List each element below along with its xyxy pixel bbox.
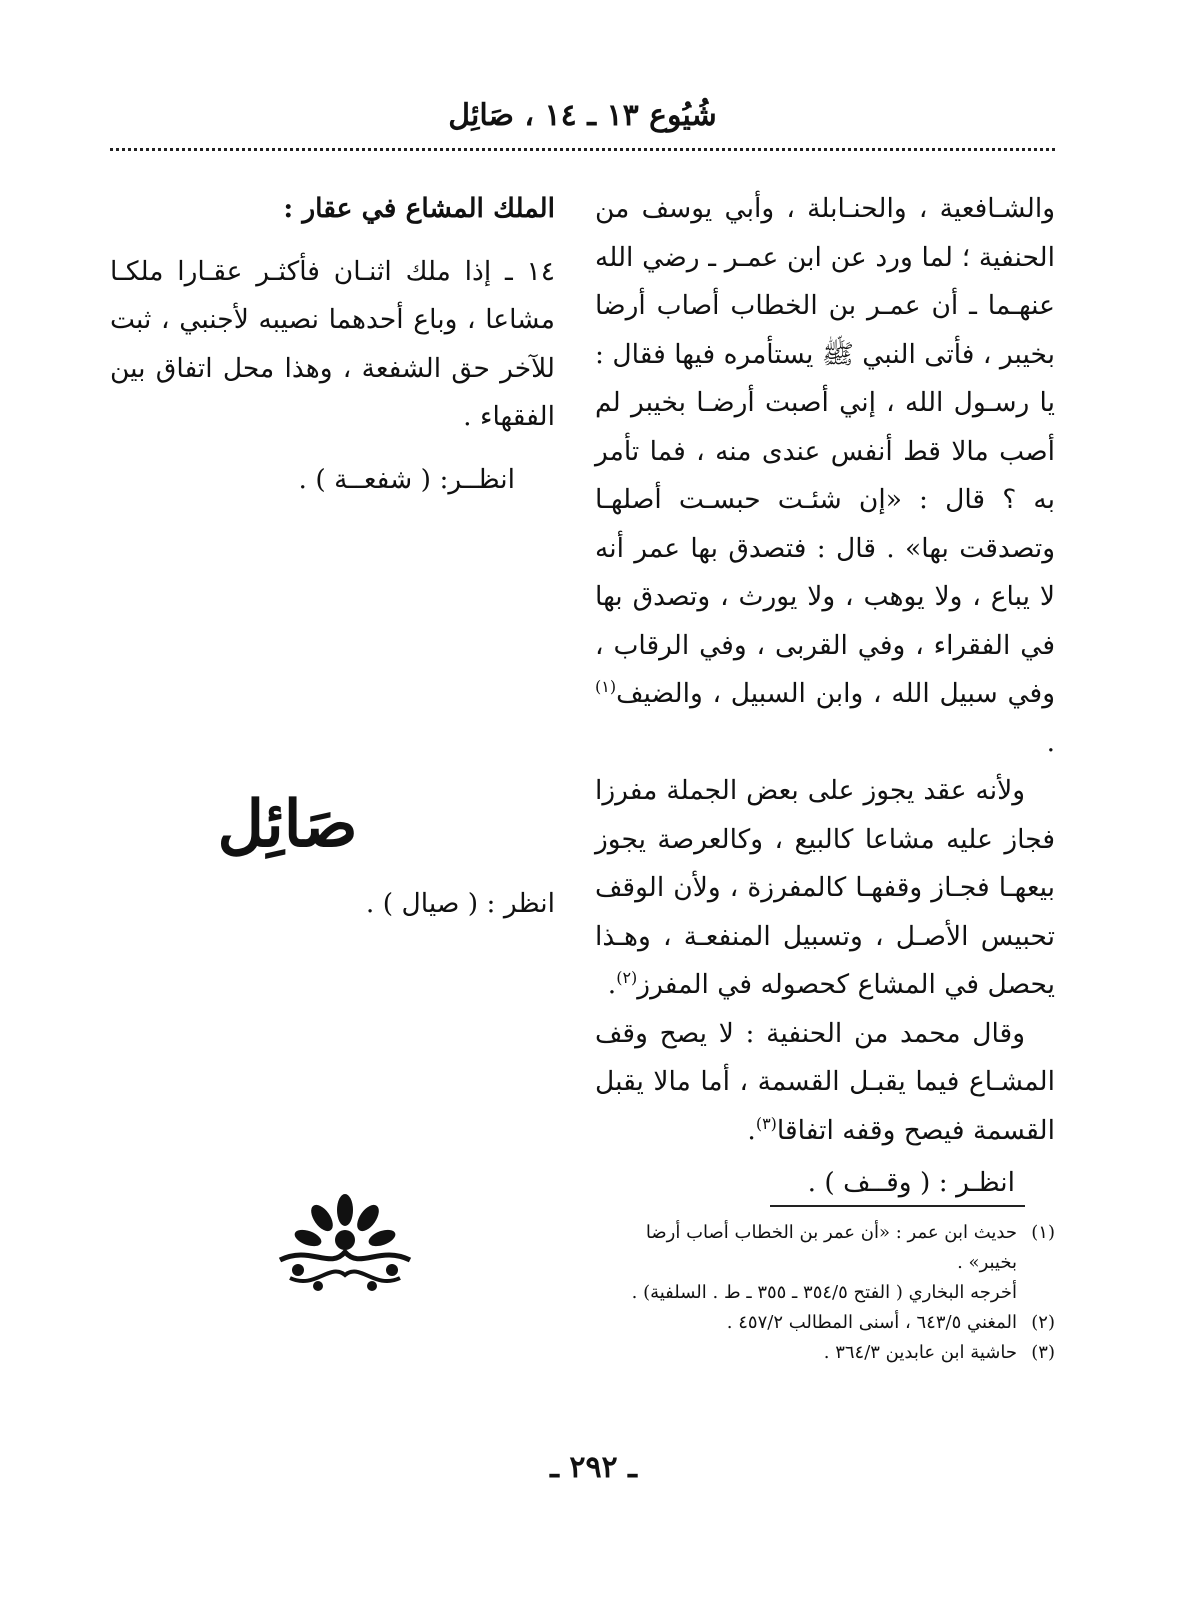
paragraph-hadith-end: . (1046, 726, 1055, 758)
paragraph-muhammad-text: وقال محمد من الحنفية : لا يصح وقف المشـاع فيما يقبـل القسمة ، أما مالا يقبل القسمة فيصح وقفه اتفاقا (595, 1017, 1055, 1146)
footnote-number: (١) (1031, 1222, 1055, 1243)
section-heading: الملك المشاع في عقار : (283, 193, 555, 224)
paragraph-hadith (595, 185, 1055, 767)
see-also-waqf: انظـر : ( وقــف ) . (807, 1167, 1015, 1198)
see-also-shufaa: انظــر: ( شفعــة ) . (298, 463, 515, 495)
paragraph-reasoning-text: ولأنه عقد يجوز على بعض الجملة مفرزا فجاز عليه مشاعا كالبيع ، وكالعرصة يجوز بيعهـا فجـاز وقفهـا كالمفرزة ، ولأن الوقف تحبيس الأصـل ، وتسبيل المنفعـة ، وهـذا يحصل في المشاع كحصوله في المفرز (595, 775, 1055, 1000)
footnote-text: المغني ٦٤٣/٥ ، أسنى المطالب ٤٥٧/٢ . (726, 1312, 1017, 1333)
footnote-number: (٣) (1031, 1342, 1055, 1363)
footnote-2 (595, 1308, 1055, 1338)
footnote-1-continued (595, 1278, 1055, 1308)
entry-title: صَائِل (217, 787, 358, 862)
paragraph-muhammad-end: . (747, 1114, 756, 1146)
footnote-text: حديث ابن عمر : «أن عمر بن الخطاب أصاب أرضا بخيبر» . (645, 1222, 1017, 1273)
footnote-ref-2[interactable]: (٢) (616, 968, 638, 988)
page-number: ـ ٢٩٢ ـ (550, 1450, 637, 1485)
right-column (595, 185, 1055, 1208)
footnote-number: (٢) (1031, 1312, 1055, 1333)
paragraph-shared-ownership: ١٤ ـ إذا ملك اثنـان فأكثـر عقـارا ملكـا مشاعا ، وباع أحدهما نصيبه لأجنبي ، ثبت للآخر حق الشفعة ، وهذا محل اتفاق بين الفقهاء . (110, 255, 555, 432)
paragraph-muhammad (595, 1010, 1055, 1156)
see-also-siyal: انظر : ( صيال ) . (365, 888, 555, 919)
running-title: شُيُوع ١٣ ـ ١٤ ، صَائِل (448, 98, 717, 133)
footnote-text: حاشية ابن عابدين ٣٦٤/٣ . (823, 1342, 1017, 1363)
footnote-rule (770, 1205, 1025, 1207)
header-dotted-rule (110, 148, 1055, 151)
paragraph-reasoning-end: . (607, 969, 617, 1000)
footnote-ref-3[interactable]: (٣) (755, 1113, 777, 1133)
floral-ornament-icon (270, 1190, 420, 1300)
footnote-ref-1[interactable]: (١) (595, 677, 617, 697)
footnotes (595, 1218, 1055, 1368)
footnote-1 (595, 1218, 1055, 1278)
paragraph-hadith-text: والشـافعية ، والحنـابلة ، وأبي يوسف من الحنفية ؛ لما ورد عن ابن عمـر ـ رضي الله عنهـما ـ أن عمـر بن الخطاب أصاب أرضا بخيبر ، فأتى النبي ﷺ يستأمره فيها فقال : يا رسـول الله ، إني أصبت أرضـا بخيبر لم أصب مالا قط أنفس عندى منه ، فما تأمر به ؟ قال : «إن شئـت حبسـت أصلهـا وتصدقت بها» . قال : فتصدق بها عمر أنه لا يباع ، ولا يوهب ، ولا يورث ، وتصدق بها في الفقراء ، وفي القربى ، وفي الرقاب ، وفي سبيل الله ، وابن السبيل ، والضيف (595, 193, 1055, 709)
footnote-3 (595, 1338, 1055, 1368)
left-column (110, 185, 555, 504)
footnote-text: أخرجه البخاري ( الفتح ٣٥٤/٥ ـ ٣٥٥ ـ ط . السلفية) . (631, 1282, 1017, 1303)
paragraph-reasoning (595, 767, 1055, 1010)
